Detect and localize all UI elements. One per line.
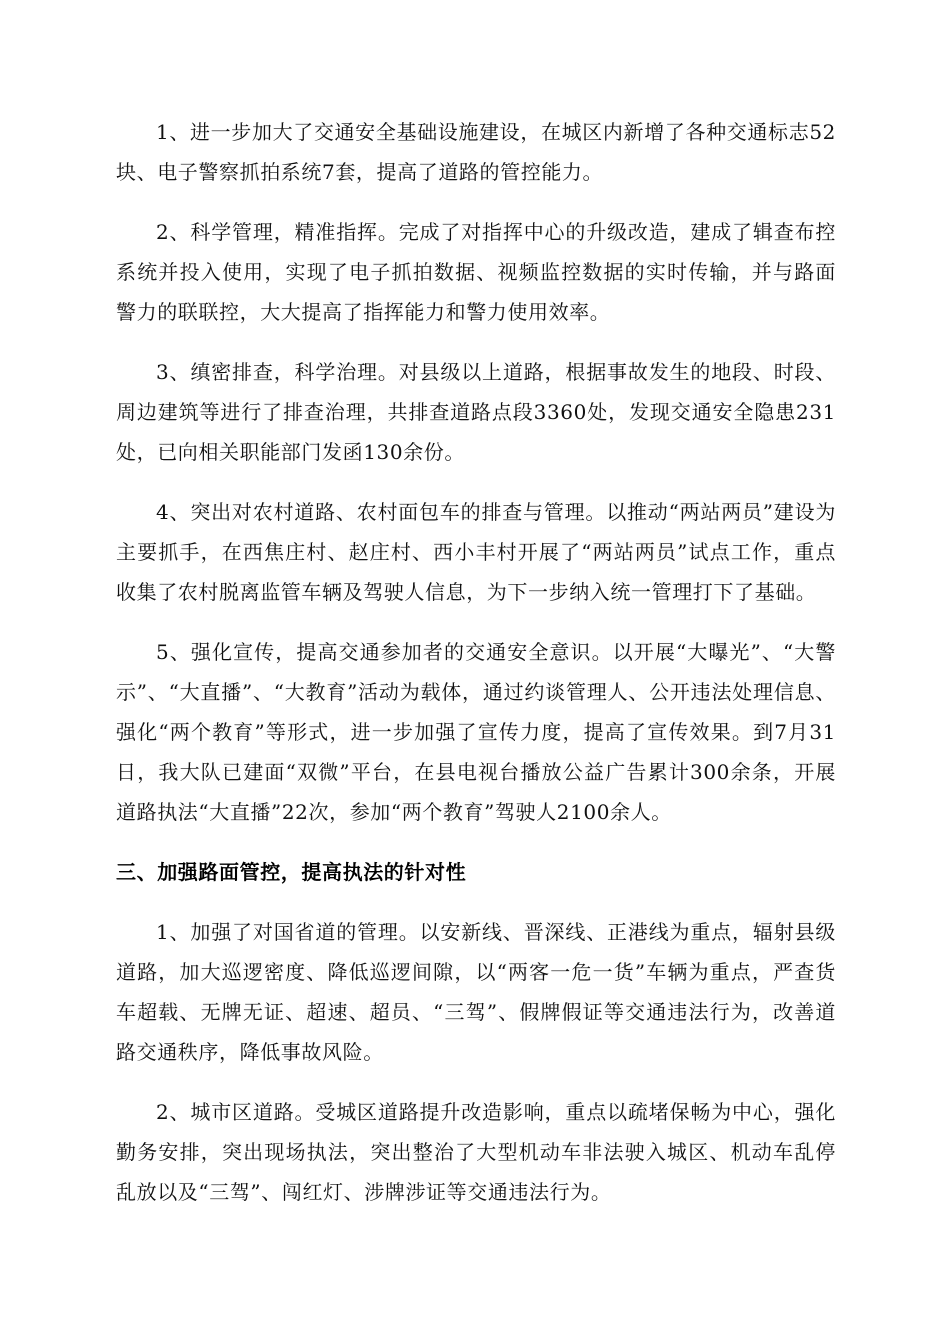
paragraph-item-1: 1、进一步加大了交通安全基础设施建设，在城区内新增了各种交通标志52块、电子警察抓拍系统7套，提高了道路的管控能力。 xyxy=(116,120,836,184)
paragraph-item-2: 2、科学管理，精准指挥。完成了对指挥中心的升级改造，建成了辑查布控系统并投入使用，实现了电子抓拍数据、视频监控数据的实时传输，并与路面警力的联联控，大大提高了指挥能力和警力使用效率。 xyxy=(116,220,836,324)
paragraph-item-5: 5、强化宣传，提高交通参加者的交通安全意识。以开展“大曝光”、“大警示”、“大直播”、“大教育”活动为载体，通过约谈管理人、公开违法处理信息、强化“两个教育”等形式，进一步加强了宣传力度，提高了宣传效果。到7月31日，我大队已建面“双微”平台，在县电视台播放公益广告累计300余条，开展道路执法“大直播”22次，参加“两个教育”驾驶人2100余人。 xyxy=(116,640,836,824)
section-paragraph-2: 2、城市区道路。受城区道路提升改造影响，重点以疏堵保畅为中心，强化勤务安排，突出现场执法，突出整治了大型机动车非法驶入城区、机动车乱停乱放以及“三驾”、闯红灯、涉牌涉证等交通违法行为。 xyxy=(116,1100,836,1204)
section-heading: 三、加强路面管控，提高执法的针对性 xyxy=(116,860,467,884)
section-paragraph-1: 1、加强了对国省道的管理。以安新线、晋深线、正港线为重点，辐射县级道路，加大巡逻密度、降低巡逻间隙，以“两客一危一货”车辆为重点，严查货车超载、无牌无证、超速、超员、“三驾”、假牌假证等交通违法行为，改善道路交通秩序，降低事故风险。 xyxy=(116,920,836,1064)
document-body xyxy=(116,112,836,1232)
paragraph-item-4: 4、突出对农村道路、农村面包车的排查与管理。以推动“两站两员”建设为主要抓手，在西焦庄村、赵庄村、西小丰村开展了“两站两员”试点工作，重点收集了农村脱离监管车辆及驾驶人信息，为下一步纳入统一管理打下了基础。 xyxy=(116,500,836,604)
paragraph-item-3: 3、缜密排查，科学治理。对县级以上道路，根据事故发生的地段、时段、周边建筑等进行了排查治理，共排查道路点段3360处，发现交通安全隐患231处，已向相关职能部门发函130余份。 xyxy=(116,360,836,464)
